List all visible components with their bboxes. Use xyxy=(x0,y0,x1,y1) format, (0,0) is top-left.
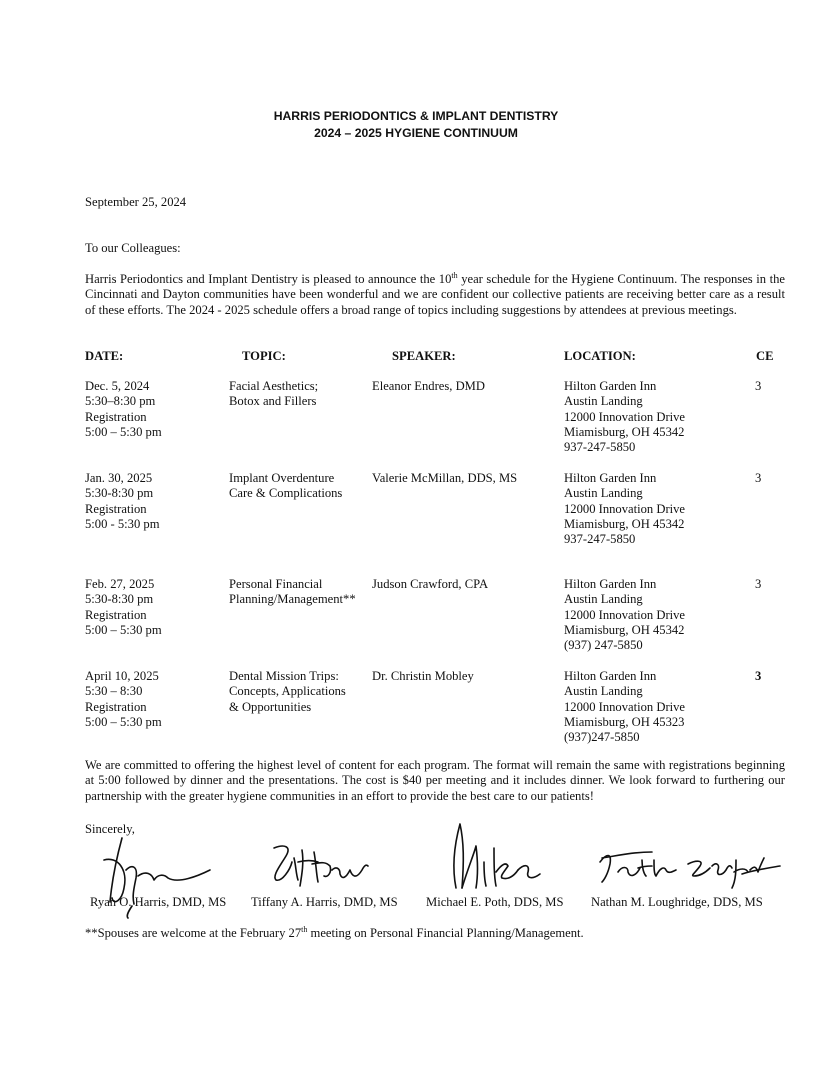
session-date: Dec. 5, 2024 5:30–8:30 pm Registration 5:00 – 5:30 pm xyxy=(85,379,162,439)
session-date: Feb. 27, 2025 5:30-8:30 pm Registration 5:00 – 5:30 pm xyxy=(85,577,162,637)
session-location: Hilton Garden Inn Austin Landing 12000 Innovation Drive Miamisburg, OH 45342 937-247-5850 xyxy=(564,471,686,547)
session-topic: Personal Financial Planning/Management** xyxy=(229,577,356,607)
sign-off: Sincerely, xyxy=(85,822,135,836)
session-ce: 3 xyxy=(755,577,762,591)
session-date: April 10, 2025 5:30 – 8:30 Registration 5:00 – 5:30 pm xyxy=(85,669,162,729)
session-speaker: Dr. Christin Mobley xyxy=(372,669,474,683)
session-ce: 3 xyxy=(755,471,762,485)
column-header-topic: TOPIC: xyxy=(242,349,286,363)
spouses-footnote xyxy=(85,926,584,941)
column-header-date: DATE: xyxy=(85,349,124,363)
continuum-title-heading: 2024 – 2025 HYGIENE CONTINUUM xyxy=(314,126,518,140)
column-header-ce: CE xyxy=(756,349,774,363)
letter-date: September 25, 2024 xyxy=(85,195,187,209)
intro-paragraph xyxy=(85,272,785,318)
closing-paragraph: We are committed to offering the highest level of content for each program. The format will remain the same with registrations beginning at 5:00 followed by dinner and the presentations. The cost is $40 per meeting and it includes dinner. We look forward to furthering our partnership with the greater hygiene communities in an effort to provide the best care to our patients! xyxy=(85,758,785,803)
signatory-name: Tiffany A. Harris, DMD, MS xyxy=(251,895,398,909)
greeting: To our Colleagues: xyxy=(85,241,181,255)
column-header-speaker: SPEAKER: xyxy=(392,349,456,363)
practice-name-heading: HARRIS PERIODONTICS & IMPLANT DENTISTRY xyxy=(273,109,559,123)
session-speaker: Valerie McMillan, DDS, MS xyxy=(372,471,518,485)
signatory-name: Michael E. Poth, DDS, MS xyxy=(426,895,564,909)
session-speaker: Judson Crawford, CPA xyxy=(372,577,489,591)
signature-michael-poth xyxy=(440,818,550,898)
session-topic: Implant Overdenture Care & Complications xyxy=(229,471,343,501)
session-speaker: Eleanor Endres, DMD xyxy=(372,379,485,393)
footnote-text-end: meeting on Personal Financial Planning/Management. xyxy=(307,926,584,940)
signature-nathan-loughridge xyxy=(592,842,782,892)
session-ce: 3 xyxy=(755,669,762,683)
intro-text-end: year schedule for the Hygiene Continuum. The responses in the Cincinnati and Dayton communities have been wonderful and we are confident our collective patients are receiving better care as a result of these efforts. The 2024 - 2025 schedule offers a broad range of topics including suggestions by attendees at previous meetings. xyxy=(85,272,785,317)
session-ce: 3 xyxy=(755,379,762,393)
session-topic: Dental Mission Trips: Concepts, Applications & Opportunities xyxy=(229,669,346,714)
intro-superscript: th xyxy=(451,270,458,280)
signature-tiffany-harris xyxy=(262,840,372,895)
session-date: Jan. 30, 2025 5:30-8:30 pm Registration 5:00 - 5:30 pm xyxy=(85,471,160,531)
footnote-superscript: th xyxy=(301,924,308,934)
session-topic: Facial Aesthetics; Botox and Fillers xyxy=(229,379,319,409)
column-header-location: LOCATION: xyxy=(564,349,636,363)
signatory-name: Ryan O. Harris, DMD, MS xyxy=(90,895,227,909)
session-location: Hilton Garden Inn Austin Landing 12000 Innovation Drive Miamisburg, OH 45342 (937) 247-5850 xyxy=(564,577,686,653)
intro-text-start: Harris Periodontics and Implant Dentistry is pleased to announce the 10 xyxy=(85,272,452,286)
signatory-name: Nathan M. Loughridge, DDS, MS xyxy=(591,895,763,909)
footnote-text-start: **Spouses are welcome at the February 27 xyxy=(85,926,302,940)
session-location: Hilton Garden Inn Austin Landing 12000 Innovation Drive Miamisburg, OH 45342 937-247-5850 xyxy=(564,379,686,455)
session-location: Hilton Garden Inn Austin Landing 12000 Innovation Drive Miamisburg, OH 45323 (937)247-5850 xyxy=(564,669,686,745)
